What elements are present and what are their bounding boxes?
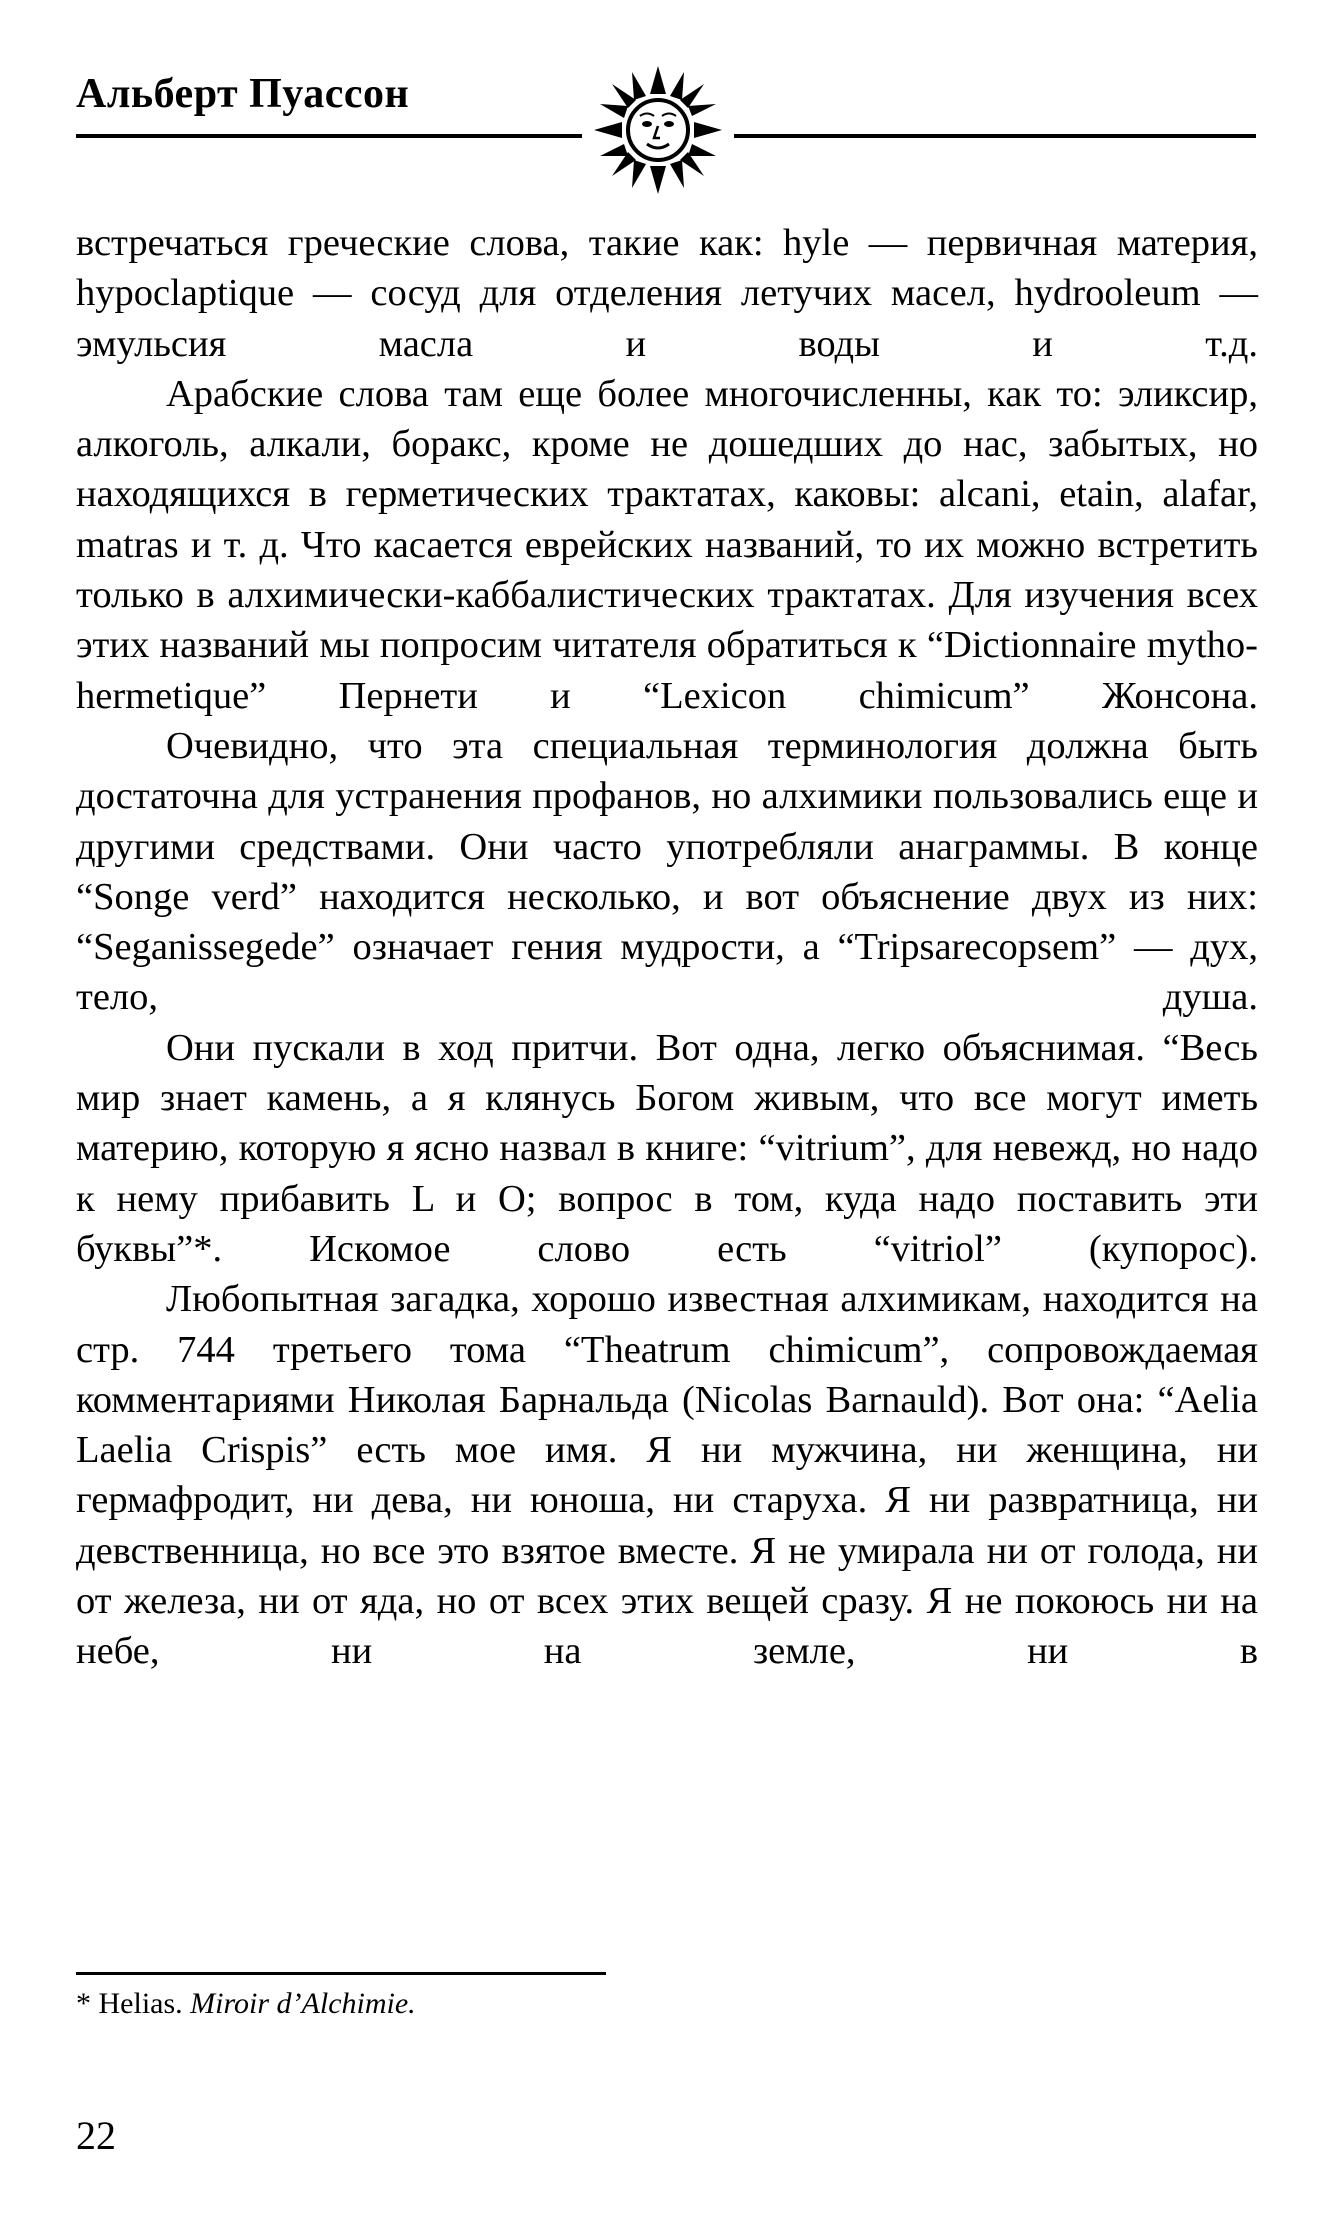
- header-rule-left: [76, 134, 582, 138]
- footnote: [76, 1986, 416, 2022]
- page-number: 22: [76, 2113, 116, 2158]
- paragraph-5: Любопытная загадка, хорошо известная алхимикам, находится на стр. 744 третьего тома “Theatrum chimicum”, сопровождаемая комментариями Николая Барнальда (Nicolas Barnauld). Вот она: “Aelia Laelia Crispis” есть мое имя. Я ни мужчина, ни женщина, ни гермафродит, ни дева, ни юноша, ни старуха. Я ни развратница, ни девственница, но все это взятое вместе. Я не умирала ни от голода, ни от железа, ни от яда, но от всех этих вещей сразу. Я не покоюсь ни на небе, ни на земле, ни в: [76, 1278, 1258, 1673]
- header-rule-right: [734, 134, 1256, 138]
- running-header-author: Альберт Пуассон: [76, 71, 410, 117]
- body-text: [76, 218, 1258, 1677]
- paragraph-2: Арабские слова там еще более многочисленны, как то: эликсир, алкоголь, алкали, боракс, кроме не дошедших до нас, забытых, но находящихся в герметических трактатах, каковы: alcani, etain, alafar, matras и т. д. Что касается еврейских названий, то их можно встретить только в алхимически-каббалистических трактатах. Для изучения всех этих названий мы попросим читателя обратиться к “Dictionnaire mytho-hermetique” Пернети и “Lexicon chimicum” Жонсона.: [76, 372, 1258, 717]
- paragraph-1: встречаться греческие слова, такие как: hyle — первичная материя, hypoclaptique — сосуд для отделения летучих масел, hydrooleum — эмульсия масла и воды и т.д.: [76, 222, 1258, 365]
- footnote-title: Miroir d’Alchimie.: [190, 1987, 416, 2020]
- sun-ornament-icon: [592, 64, 724, 196]
- paragraph-3: Очевидно, что эта специальная терминология должна быть достаточна для устранения профанов, но алхимики пользовались еще и другими средствами. Они часто употребляли анаграммы. В конце “Songe verd” находится несколько, и вот объяснение двух из них: “Seganissegede” означает гения мудрости, а “Tripsarecopsem” — дух, тело, душа.: [76, 724, 1258, 1019]
- footnote-marker: * Helias.: [76, 1987, 183, 2020]
- running-header: [76, 60, 1256, 210]
- footnote-rule: [76, 1972, 606, 1975]
- paragraph-4: Они пускали в ход притчи. Вот одна, легко объяснимая. “Весь мир знает камень, а я клянусь Богом живым, что все могут иметь материю, которую я ясно назвал в книге: “vitrium”, для невежд, но надо к нему прибавить L и O; вопрос в том, куда надо поставить эти буквы”*. Искомое слово есть “vitriol” (купорос).: [76, 1026, 1258, 1270]
